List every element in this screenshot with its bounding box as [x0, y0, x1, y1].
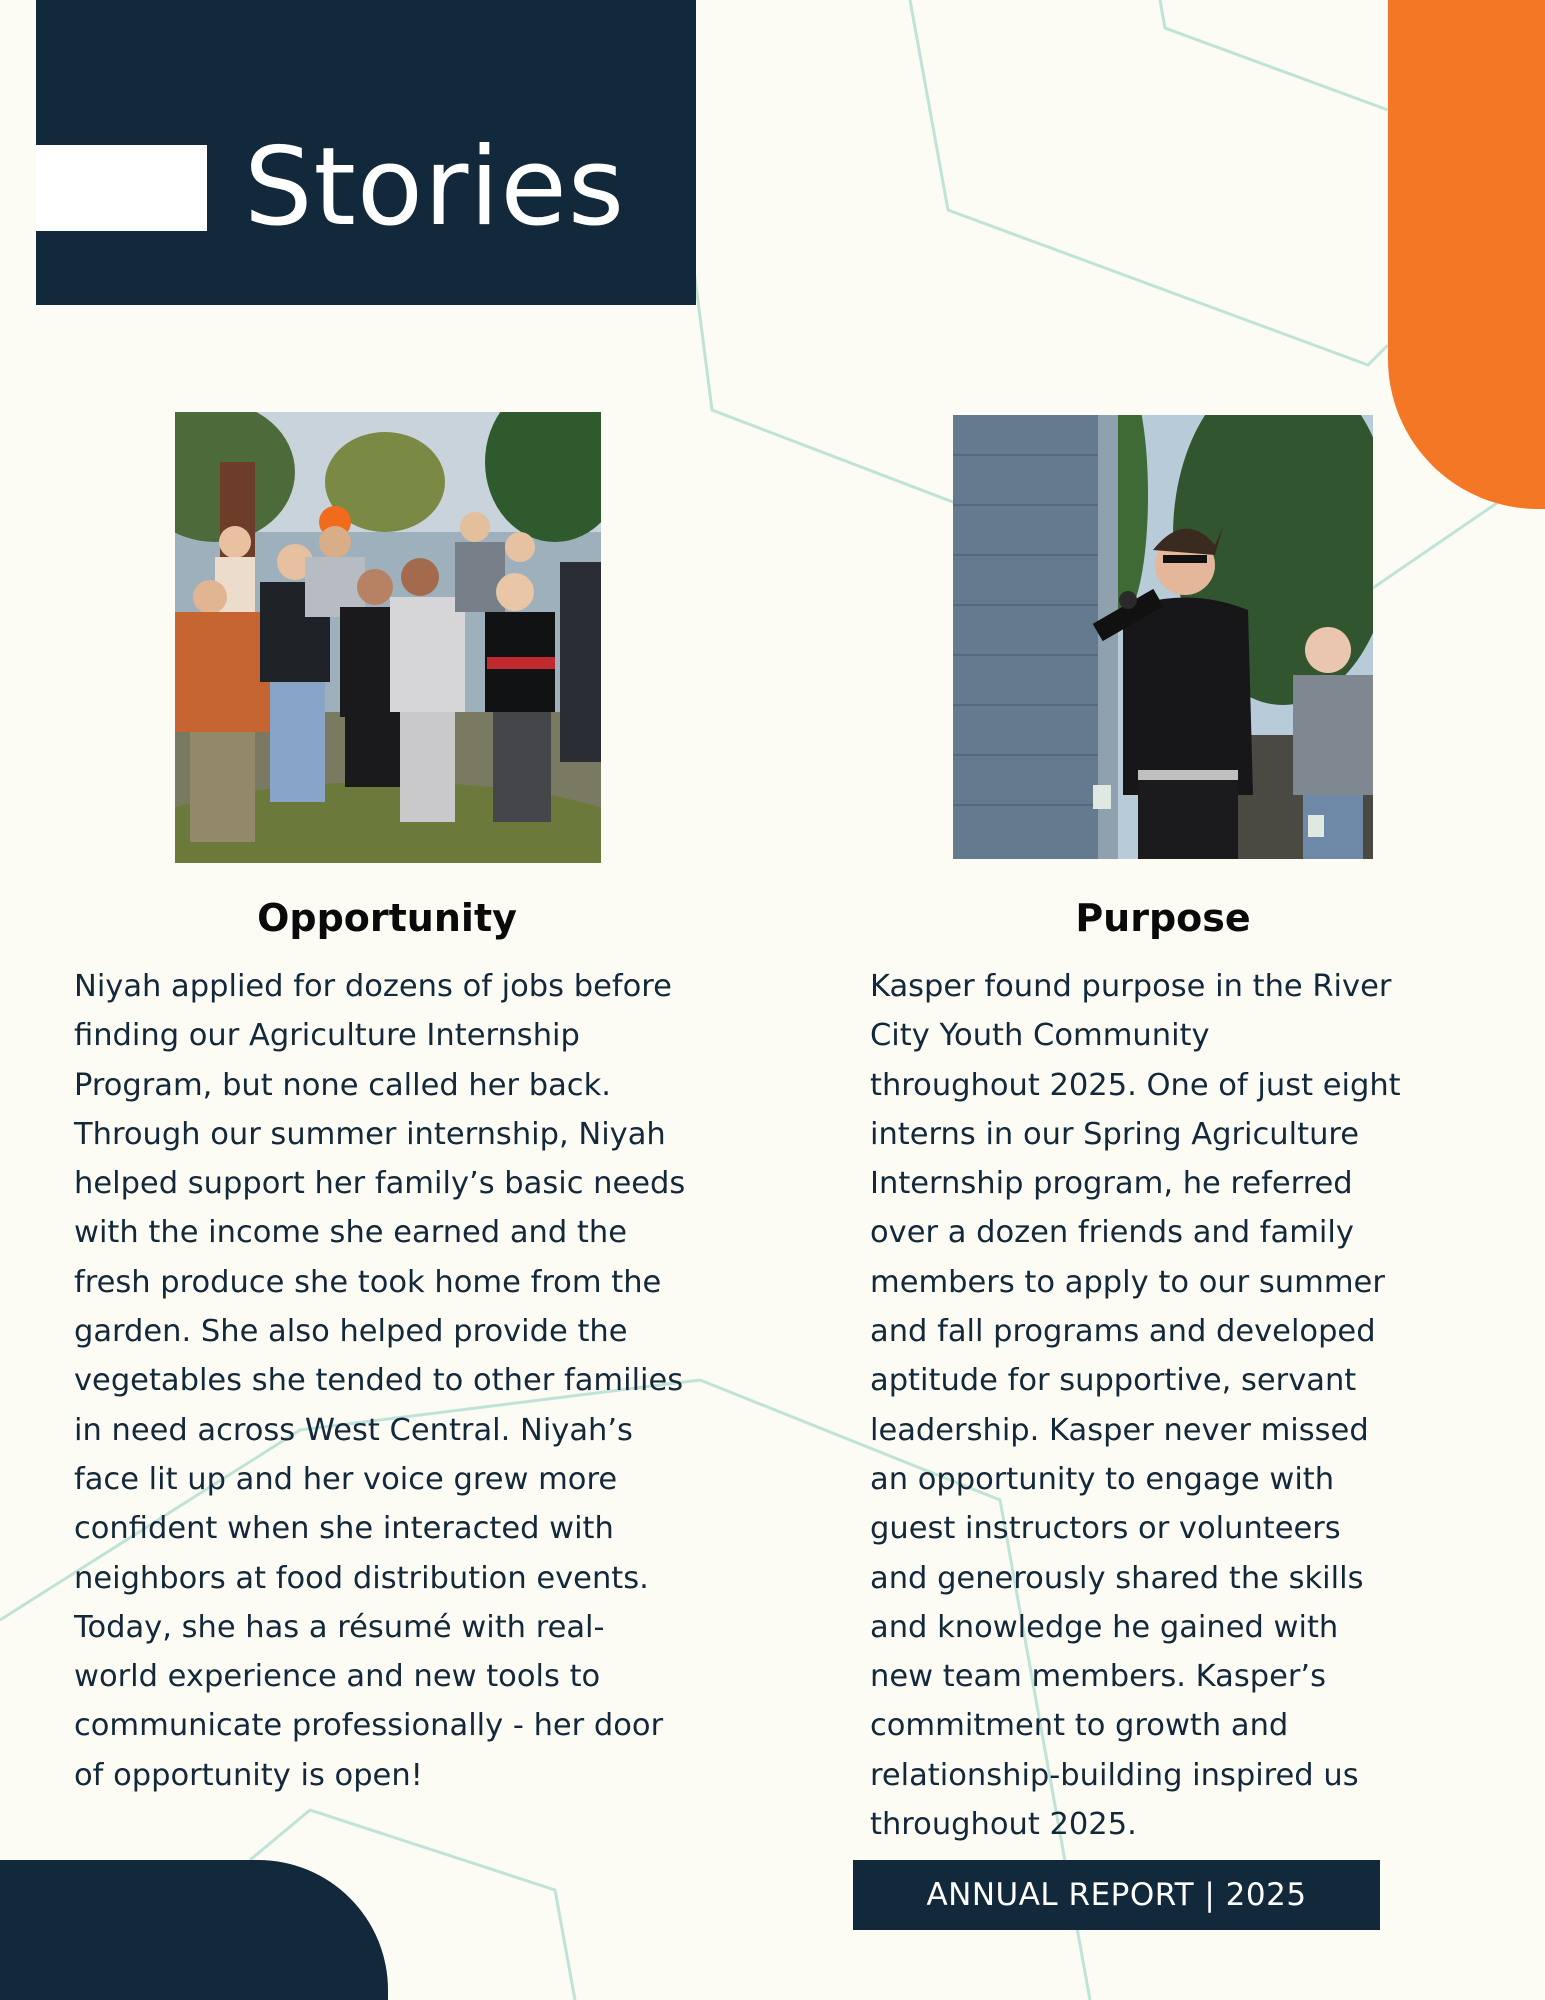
story-line: world experience and new tools to	[74, 1659, 601, 1695]
story-line: guest instructors or volunteers	[870, 1511, 1341, 1547]
story-line: communicate professionally - her door	[74, 1708, 664, 1744]
story-line: commitment to growth and	[870, 1708, 1289, 1744]
story-line: face lit up and her voice grew more	[74, 1461, 618, 1497]
story-heading-purpose: Purpose	[1075, 896, 1251, 940]
page-title: Stories	[244, 125, 626, 250]
story-line: aptitude for supportive, servant	[870, 1363, 1357, 1399]
story-line: throughout 2025.	[870, 1807, 1137, 1843]
story-line: in need across West Central. Niyah’s	[74, 1412, 633, 1448]
story-line: Through our summer internship, Niyah	[74, 1116, 666, 1152]
story-line: City Youth Community	[870, 1018, 1210, 1054]
story-line: confident when she interacted with	[74, 1511, 614, 1547]
story-line: neighbors at food distribution events.	[74, 1560, 649, 1596]
story-line: members to apply to our summer	[870, 1264, 1385, 1300]
story-line: finding our Agriculture Internship	[74, 1018, 580, 1054]
story-line: with the income she earned and the	[74, 1215, 627, 1251]
title-accent-bar	[36, 145, 207, 231]
story-line: interns in our Spring Agriculture	[870, 1116, 1360, 1152]
story-line: vegetables she tended to other families	[74, 1363, 684, 1399]
story-line: Program, but none called her back.	[74, 1067, 611, 1103]
story-line: and knowledge he gained with	[870, 1609, 1339, 1645]
story-body-purpose	[870, 962, 1490, 1849]
story-line: of opportunity is open!	[74, 1757, 423, 1793]
story-line: Niyah applied for dozens of jobs before	[74, 969, 672, 1004]
story-line: Today, she has a résumé with real-	[74, 1609, 605, 1645]
story-line: Kasper found purpose in the River	[870, 969, 1392, 1004]
story-line: over a dozen friends and family	[870, 1215, 1354, 1251]
story-heading-opportunity: Opportunity	[257, 896, 517, 940]
footer-bar	[853, 1860, 1380, 1930]
story-photo-opportunity	[175, 412, 601, 863]
story-line: garden. She also helped provide the	[74, 1314, 628, 1350]
story-photo-purpose	[953, 415, 1373, 859]
story-line: and fall programs and developed	[870, 1314, 1376, 1350]
navy-corner-shape	[0, 1860, 388, 2000]
story-line: helped support her family’s basic needs	[74, 1166, 686, 1202]
story-line: throughout 2025. One of just eight	[870, 1067, 1401, 1103]
orange-corner-tab	[1388, 0, 1545, 509]
story-line: fresh produce she took home from the	[74, 1264, 662, 1300]
story-line: and generously shared the skills	[870, 1560, 1364, 1596]
story-line: leadership. Kasper never missed	[870, 1412, 1369, 1448]
story-line: an opportunity to engage with	[870, 1461, 1335, 1497]
story-line: relationship-building inspired us	[870, 1757, 1359, 1793]
story-body-opportunity	[74, 962, 764, 1800]
story-line: new team members. Kasper’s	[870, 1659, 1326, 1695]
story-line: Internship program, he referred	[870, 1166, 1353, 1202]
footer-label: ANNUAL REPORT | 2025	[926, 1877, 1307, 1913]
